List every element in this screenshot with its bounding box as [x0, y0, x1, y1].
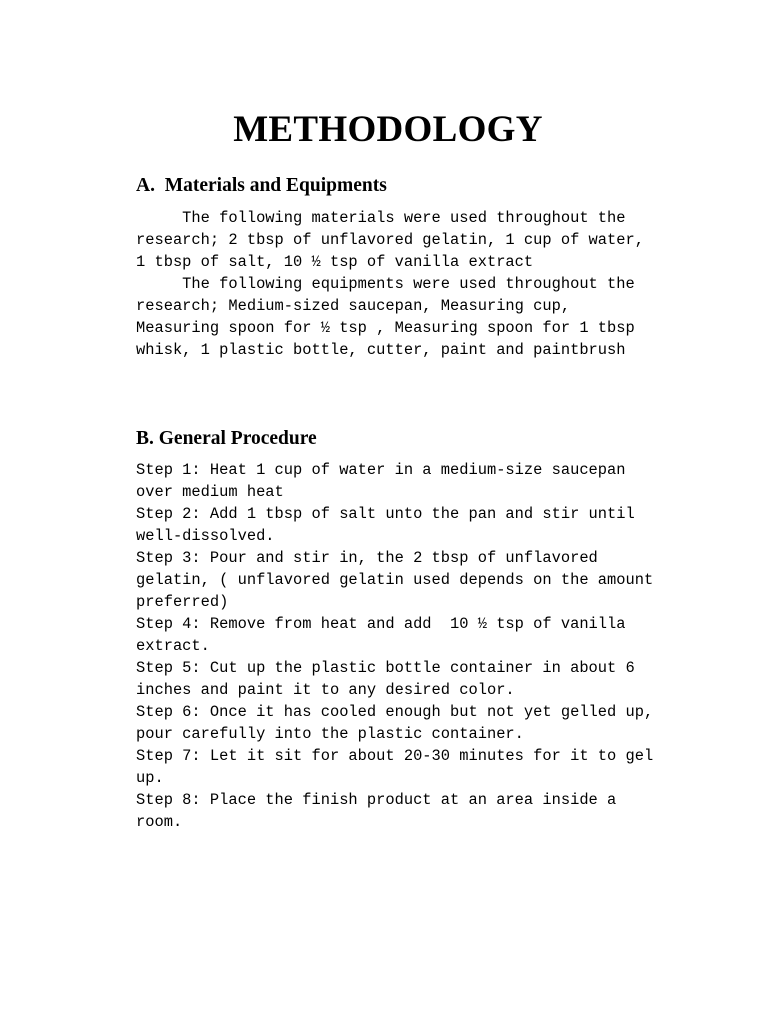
- text-line: research; 2 tbsp of unflavored gelatin, 1 cup of water,: [136, 231, 644, 249]
- text-line: Step 7: Let it sit for about 20-30 minutes for it to gel: [136, 747, 654, 765]
- text-line: 1 tbsp of salt, 10 ½ tsp of vanilla extract: [136, 253, 534, 271]
- section-b-body: [136, 459, 696, 833]
- section-a-body: [136, 207, 696, 361]
- text-line: well-dissolved.: [136, 527, 275, 545]
- text-line: Step 1: Heat 1 cup of water in a medium-size saucepan: [136, 461, 626, 479]
- text-line: Measuring spoon for ½ tsp , Measuring spoon for 1 tbsp: [136, 319, 635, 337]
- text-line: whisk, 1 plastic bottle, cutter, paint and paintbrush: [136, 341, 626, 359]
- text-line: room.: [136, 813, 183, 831]
- text-line: up.: [136, 769, 164, 787]
- text-line: research; Medium-sized saucepan, Measuring cup,: [136, 297, 571, 315]
- text-line: preferred): [136, 593, 229, 611]
- text-line: gelatin, ( unflavored gelatin used depends on the amount: [136, 571, 654, 589]
- section-b-heading: B. General Procedure: [136, 428, 317, 449]
- text-line: The following materials were used throughout the: [136, 209, 626, 227]
- text-line: pour carefully into the plastic container.: [136, 725, 524, 743]
- text-line: Step 4: Remove from heat and add 10 ½ tsp of vanilla: [136, 615, 626, 633]
- page-title: METHODOLOGY: [233, 109, 543, 150]
- text-line: inches and paint it to any desired color.: [136, 681, 515, 699]
- text-line: Step 2: Add 1 tbsp of salt unto the pan and stir until: [136, 505, 635, 523]
- text-line: Step 8: Place the finish product at an area inside a: [136, 791, 617, 809]
- text-line: over medium heat: [136, 483, 284, 501]
- text-line: Step 5: Cut up the plastic bottle container in about 6: [136, 659, 635, 677]
- section-a-heading: A. Materials and Equipments: [136, 175, 387, 196]
- text-line: The following equipments were used throughout the: [136, 275, 635, 293]
- text-line: extract.: [136, 637, 210, 655]
- text-line: Step 3: Pour and stir in, the 2 tbsp of unflavored: [136, 549, 598, 567]
- text-line: Step 6: Once it has cooled enough but not yet gelled up,: [136, 703, 654, 721]
